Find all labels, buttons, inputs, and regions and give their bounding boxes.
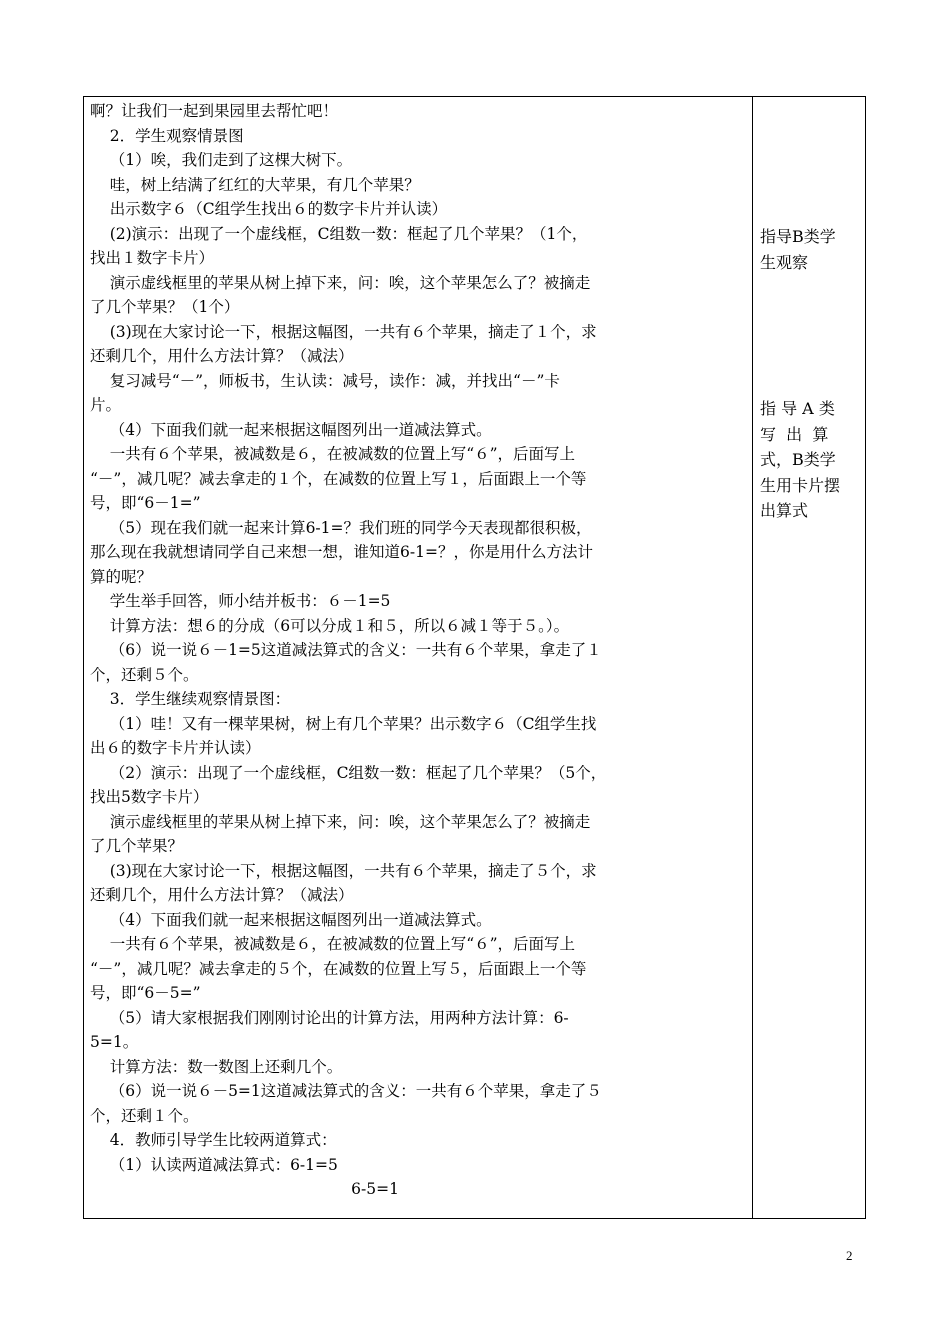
note-line: 指 导 A 类 <box>760 399 835 418</box>
text-line: （5）现在我们就一起来计算6-1=？我们班的同学今天表现都很积极， <box>90 518 592 537</box>
text-line: 号，即“6－1=” <box>90 494 201 512</box>
text-line: （5）请大家根据我们刚刚讨论出的计算方法，用两种方法计算：6- <box>90 1008 569 1027</box>
text-line: （1）认读两道减法算式：6-1=5 <box>90 1155 338 1174</box>
text-line: 出６的数字卡片并认读） <box>90 739 261 757</box>
teacher-note-1 <box>760 224 860 275</box>
text-line: 了几个苹果？ <box>90 837 184 855</box>
text-line: 一共有６个苹果，被减数是６，在被减数的位置上写“６”，后面写上 <box>90 935 576 953</box>
note-line: 指导B类学 <box>760 227 836 246</box>
page-number: 2 <box>846 1248 853 1263</box>
note-line: 式，B类学 <box>760 450 836 469</box>
text-line: （1）哇！又有一棵苹果树，树上有几个苹果？出示数字６（C组学生找 <box>90 714 597 733</box>
text-line: 4．教师引导学生比较两道算式： <box>90 1131 337 1149</box>
text-line: 片。 <box>90 396 122 414</box>
text-line: （2）演示：出现了一个虚线框，C组数一数：框起了几个苹果？（5个， <box>90 763 607 782</box>
text-line: 6-5=1 <box>90 1180 399 1198</box>
text-line: 啊？让我们一起到果园里去帮忙吧！ <box>90 102 339 120</box>
text-line: 了几个苹果？（1个） <box>90 298 240 316</box>
text-line: 复习减号“－”，师板书，生认读：减号，读作：减，并找出“－”卡 <box>90 371 560 390</box>
text-line: (3)现在大家讨论一下，根据这幅图，一共有６个苹果，摘走了５个，求 <box>90 861 597 880</box>
text-line: （1）唉，我们走到了这棵大树下。 <box>90 151 353 169</box>
text-line: 号，即“6－5=” <box>90 984 201 1002</box>
text-line: 计算方法：想６的分成（6可以分成１和５，所以６减１等于５。）。 <box>90 616 570 635</box>
text-line: 个，还剩５个。 <box>90 665 199 684</box>
text-line: 演示虚线框里的苹果从树上掉下来，问：唉，这个苹果怎么了？被摘走 <box>90 273 591 292</box>
note-line: 出算式 <box>760 501 809 520</box>
text-line: 那么现在我就想请同学自己来想一想，谁知道6-1=？，你是用什么方法计 <box>90 543 593 561</box>
note-line: 生观察 <box>760 252 809 272</box>
text-line: （4）下面我们就一起来根据这幅图列出一道减法算式。 <box>90 910 492 929</box>
text-line: “－”，减几呢？减去拿走的１个，在减数的位置上写１，后面跟上一个等 <box>90 469 587 488</box>
teacher-note-2 <box>760 396 860 524</box>
column-divider <box>752 97 753 1218</box>
text-line: （6）说一说６－5=1这道减法算式的含义：一共有６个苹果，拿走了５ <box>90 1082 602 1100</box>
note-line: 写 出 算 <box>760 424 829 444</box>
text-line: 还剩几个，用什么方法计算？（减法） <box>90 886 354 904</box>
text-line: 一共有６个苹果，被减数是６，在被减数的位置上写“６”，后面写上 <box>90 445 576 463</box>
text-line: （6）说一说６－1=5这道减法算式的含义：一共有６个苹果，拿走了１ <box>90 641 602 659</box>
lesson-process-column <box>90 99 746 1202</box>
text-line: （4）下面我们就一起来根据这幅图列出一道减法算式。 <box>90 420 492 439</box>
text-line: 哇，树上结满了红红的大苹果，有几个苹果？ <box>90 175 420 194</box>
text-line: 学生举手回答，师小结并板书：６－1=5 <box>90 592 391 610</box>
note-line: 生用卡片摆 <box>760 475 841 495</box>
text-line: 找出１数字卡片） <box>90 249 215 267</box>
text-line: 演示虚线框里的苹果从树上掉下来，问：唉，这个苹果怎么了？被摘走 <box>90 812 591 831</box>
text-line: 还剩几个，用什么方法计算？（减法） <box>90 347 354 365</box>
text-line: (2)演示：出现了一个虚线框，C组数一数：框起了几个苹果？（1个， <box>90 224 588 243</box>
text-line: “－”，减几呢？减去拿走的５个，在减数的位置上写５，后面跟上一个等 <box>90 959 587 978</box>
lesson-table <box>83 96 866 1219</box>
text-line: 算的呢？ <box>90 567 153 586</box>
text-line: 找出5数字卡片） <box>90 788 209 806</box>
text-line: 计算方法：数一数图上还剩几个。 <box>90 1057 343 1076</box>
text-line: 5=1。 <box>90 1033 139 1051</box>
text-line: (3)现在大家讨论一下，根据这幅图，一共有６个苹果，摘走了１个，求 <box>90 322 597 341</box>
text-line: 2．学生观察情景图 <box>90 126 244 145</box>
text-line: 3．学生继续观察情景图： <box>90 690 291 708</box>
text-line: 个，还剩１个。 <box>90 1106 199 1125</box>
text-line: 出示数字６（C组学生找出６的数字卡片并认读） <box>90 200 448 218</box>
